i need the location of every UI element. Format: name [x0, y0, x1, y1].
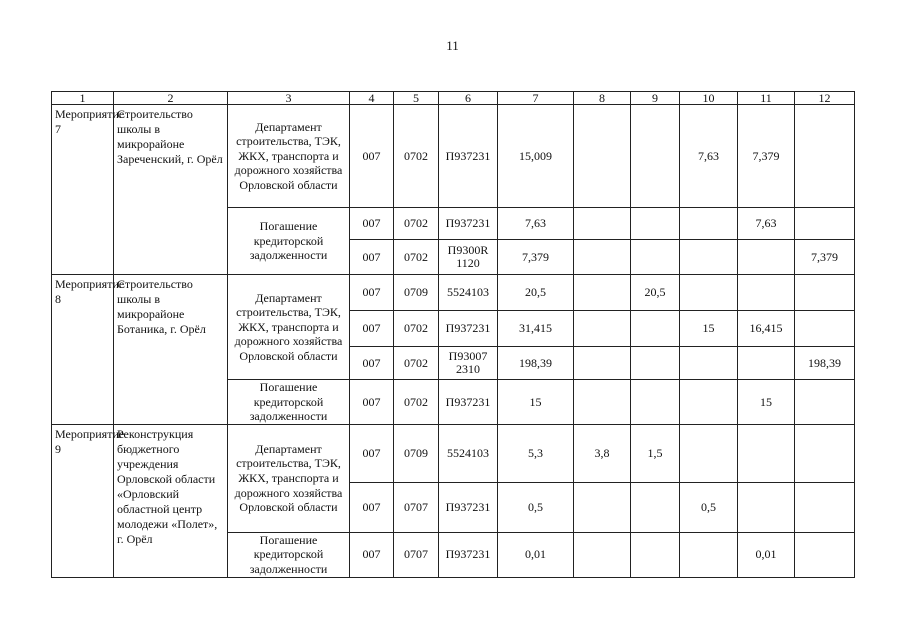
- cell: 0,5: [680, 482, 738, 532]
- cell: 0709: [394, 424, 439, 482]
- cell: [631, 311, 680, 347]
- cell: [631, 380, 680, 425]
- cell: 0702: [394, 208, 439, 240]
- col-header: 7: [498, 92, 574, 105]
- cell: [680, 240, 738, 275]
- cell: 16,415: [738, 311, 795, 347]
- col-header: 8: [574, 92, 631, 105]
- cell: П9300R 1120: [439, 240, 498, 275]
- cell: П937231: [439, 380, 498, 425]
- col-header: 6: [439, 92, 498, 105]
- cell: 5,3: [498, 424, 574, 482]
- col-header: 12: [795, 92, 855, 105]
- cell: [574, 532, 631, 577]
- cell: 5524103: [439, 424, 498, 482]
- cell: [574, 380, 631, 425]
- cell: 7,63: [498, 208, 574, 240]
- cell: [631, 240, 680, 275]
- cell: П93007 2310: [439, 347, 498, 380]
- cell: 007: [350, 311, 394, 347]
- department-cell: Департамент строительства, ТЭК, ЖКХ, транспорта и дорожного хозяйства Орловской области: [228, 424, 350, 532]
- cell: 198,39: [498, 347, 574, 380]
- cell: 5524103: [439, 275, 498, 311]
- cell: П937231: [439, 482, 498, 532]
- cell: 20,5: [498, 275, 574, 311]
- cell: [574, 482, 631, 532]
- cell: [631, 482, 680, 532]
- cell: [795, 208, 855, 240]
- cell: [795, 424, 855, 482]
- cell: 1,5: [631, 424, 680, 482]
- cell: [631, 208, 680, 240]
- event-number: Мероприятие 7: [52, 105, 114, 275]
- header-row: [52, 92, 855, 105]
- table-row: [52, 105, 855, 208]
- event-name: Реконструкция бюджетного учреждения Орловской области «Орловский областной центр молодежи «Полет», г. Орёл: [114, 424, 228, 577]
- cell: 7,379: [795, 240, 855, 275]
- debt-cell: Погашение кредиторской задолженности: [228, 380, 350, 425]
- cell: [738, 275, 795, 311]
- cell: [574, 208, 631, 240]
- cell: 007: [350, 347, 394, 380]
- cell: 0707: [394, 482, 439, 532]
- col-header: 11: [738, 92, 795, 105]
- cell: 0,01: [738, 532, 795, 577]
- cell: [680, 424, 738, 482]
- cell: [574, 275, 631, 311]
- cell: 007: [350, 380, 394, 425]
- cell: [795, 311, 855, 347]
- cell: П937231: [439, 208, 498, 240]
- cell: 198,39: [795, 347, 855, 380]
- cell: 007: [350, 275, 394, 311]
- cell: 7,63: [680, 105, 738, 208]
- page-number: 11: [446, 38, 459, 53]
- cell: 31,415: [498, 311, 574, 347]
- debt-cell: Погашение кредиторской задолженности: [228, 208, 350, 275]
- cell: [574, 311, 631, 347]
- table-row: [52, 424, 855, 482]
- cell: [574, 105, 631, 208]
- cell: 7,379: [738, 105, 795, 208]
- cell: П937231: [439, 105, 498, 208]
- cell: 0707: [394, 532, 439, 577]
- cell: [795, 532, 855, 577]
- cell: [680, 208, 738, 240]
- col-header: 5: [394, 92, 439, 105]
- cell: [680, 532, 738, 577]
- cell: [795, 380, 855, 425]
- cell: 15: [738, 380, 795, 425]
- department-cell: Департамент строительства, ТЭК, ЖКХ, транспорта и дорожного хозяйства Орловской области: [228, 275, 350, 380]
- budget-table: [51, 91, 855, 578]
- cell: 0,5: [498, 482, 574, 532]
- cell: [738, 424, 795, 482]
- cell: 7,379: [498, 240, 574, 275]
- cell: 0,01: [498, 532, 574, 577]
- cell: 0709: [394, 275, 439, 311]
- cell: [631, 532, 680, 577]
- cell: 15: [680, 311, 738, 347]
- col-header: 10: [680, 92, 738, 105]
- cell: 007: [350, 482, 394, 532]
- cell: [574, 240, 631, 275]
- debt-cell: Погашение кредиторской задолженности: [228, 532, 350, 577]
- department-cell: Департамент строительства, ТЭК, ЖКХ, транспорта и дорожного хозяйства Орловской области: [228, 105, 350, 208]
- cell: 0702: [394, 311, 439, 347]
- cell: 007: [350, 240, 394, 275]
- cell: [795, 275, 855, 311]
- cell: 0702: [394, 380, 439, 425]
- cell: 007: [350, 105, 394, 208]
- event-name: Строительство школы в микрорайоне Зареченский, г. Орёл: [114, 105, 228, 275]
- cell: [574, 347, 631, 380]
- cell: 20,5: [631, 275, 680, 311]
- cell: 007: [350, 424, 394, 482]
- cell: 007: [350, 208, 394, 240]
- col-header: 2: [114, 92, 228, 105]
- cell: [738, 240, 795, 275]
- cell: 0702: [394, 347, 439, 380]
- col-header: 4: [350, 92, 394, 105]
- event-name: Строительство школы в микрорайоне Ботаника, г. Орёл: [114, 275, 228, 425]
- cell: [631, 347, 680, 380]
- cell: П937231: [439, 311, 498, 347]
- cell: 007: [350, 532, 394, 577]
- col-header: 3: [228, 92, 350, 105]
- event-number: Мероприятие 8: [52, 275, 114, 425]
- cell: П937231: [439, 532, 498, 577]
- cell: [680, 380, 738, 425]
- cell: [680, 347, 738, 380]
- cell: [680, 275, 738, 311]
- cell: 15,009: [498, 105, 574, 208]
- cell: [795, 105, 855, 208]
- event-number: Мероприятие 9: [52, 424, 114, 577]
- cell: [738, 482, 795, 532]
- cell: [738, 347, 795, 380]
- table-row: [52, 275, 855, 311]
- cell: [631, 105, 680, 208]
- cell: 3,8: [574, 424, 631, 482]
- cell: 7,63: [738, 208, 795, 240]
- cell: 0702: [394, 105, 439, 208]
- cell: [795, 482, 855, 532]
- col-header: 1: [52, 92, 114, 105]
- col-header: 9: [631, 92, 680, 105]
- cell: 15: [498, 380, 574, 425]
- cell: 0702: [394, 240, 439, 275]
